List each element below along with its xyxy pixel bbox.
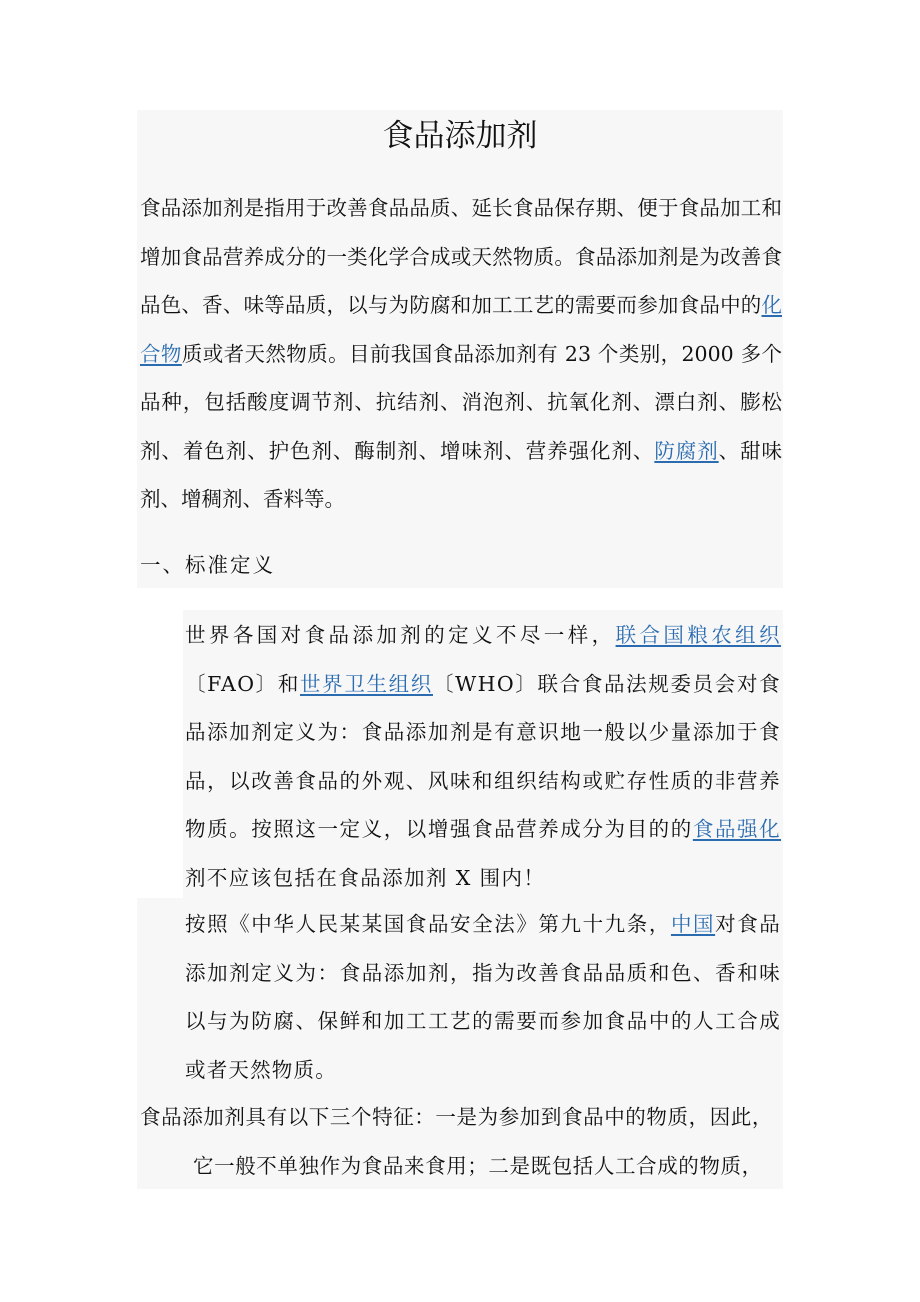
- features-line-2: [193, 1142, 782, 1191]
- quote-text-4: 剂不应该包括在食品添加剂 X 围内！: [185, 865, 546, 890]
- intro-text-3: 、甜味剂、增稠剂、香料等。: [140, 438, 783, 511]
- link-fao[interactable]: 联合国粮农组织: [615, 623, 781, 647]
- quote-text-1: 世界各国对食品添加剂的定义不尽一样，: [185, 623, 616, 647]
- intro-text-2: 质或者天然物质。目前我国食品添加剂有 23 个类别，2000 多个品种，包括酸度调节剂、抗结剂、消泡剂、抗氧化剂、漂白剂、膨松剂、着色剂、护色剂、酶制剂、增味剂、营养强化剂、: [140, 341, 783, 463]
- law-paragraph: [185, 900, 781, 1094]
- intro-text-1: 食品添加剂是指用于改善食品品质、延长食品保存期、便于食品加工和增加食品营养成分的一类化学合成或天然物质。食品添加剂是为改善食品色、香、味等品质，以与为防腐和加工工艺的需要而参加食品中的: [140, 196, 782, 317]
- intro-paragraph: [140, 184, 782, 524]
- link-fortifier[interactable]: 食品强化: [692, 817, 782, 841]
- section-heading: 一、标准定义: [140, 553, 275, 577]
- link-china[interactable]: 中国: [670, 912, 716, 936]
- features-text-1: 食品添加剂具有以下三个特征：一是为参加到食品中的物质，因此，: [140, 1105, 773, 1129]
- link-compound[interactable]: 化合物: [140, 293, 782, 366]
- page-title: 食品添加剂: [382, 118, 538, 154]
- features-line-1: [140, 1093, 782, 1142]
- link-preservative[interactable]: 防腐剂: [654, 438, 719, 463]
- law-text-1: 按照《中华人民某某国食品安全法》第九十九条，: [185, 912, 671, 936]
- law-text-2: 对食品添加剂定义为：食品添加剂，指为改善食品品质和色、香和味以与为防腐、保鲜和加工工艺的需要而参加食品中的人工合成或者天然物质。: [185, 912, 782, 1082]
- link-who[interactable]: 世界卫生组织: [300, 671, 433, 696]
- quote-text-3: 〔WHO〕联合食品法规委员会对食品添加剂定义为：食品添加剂是有意识地一般以少量添加于食品，以改善食品的外观、风味和组织结构或贮存性质的非营养物质。按照这一定义，以增强食品营养成分为目的的: [185, 671, 782, 841]
- quote-text-2: 〔FAO〕和: [185, 671, 300, 696]
- quote-paragraph: [185, 611, 781, 902]
- features-text-2: 它一般不单独作为食品来食用；二是既包括人工合成的物质，: [193, 1154, 763, 1178]
